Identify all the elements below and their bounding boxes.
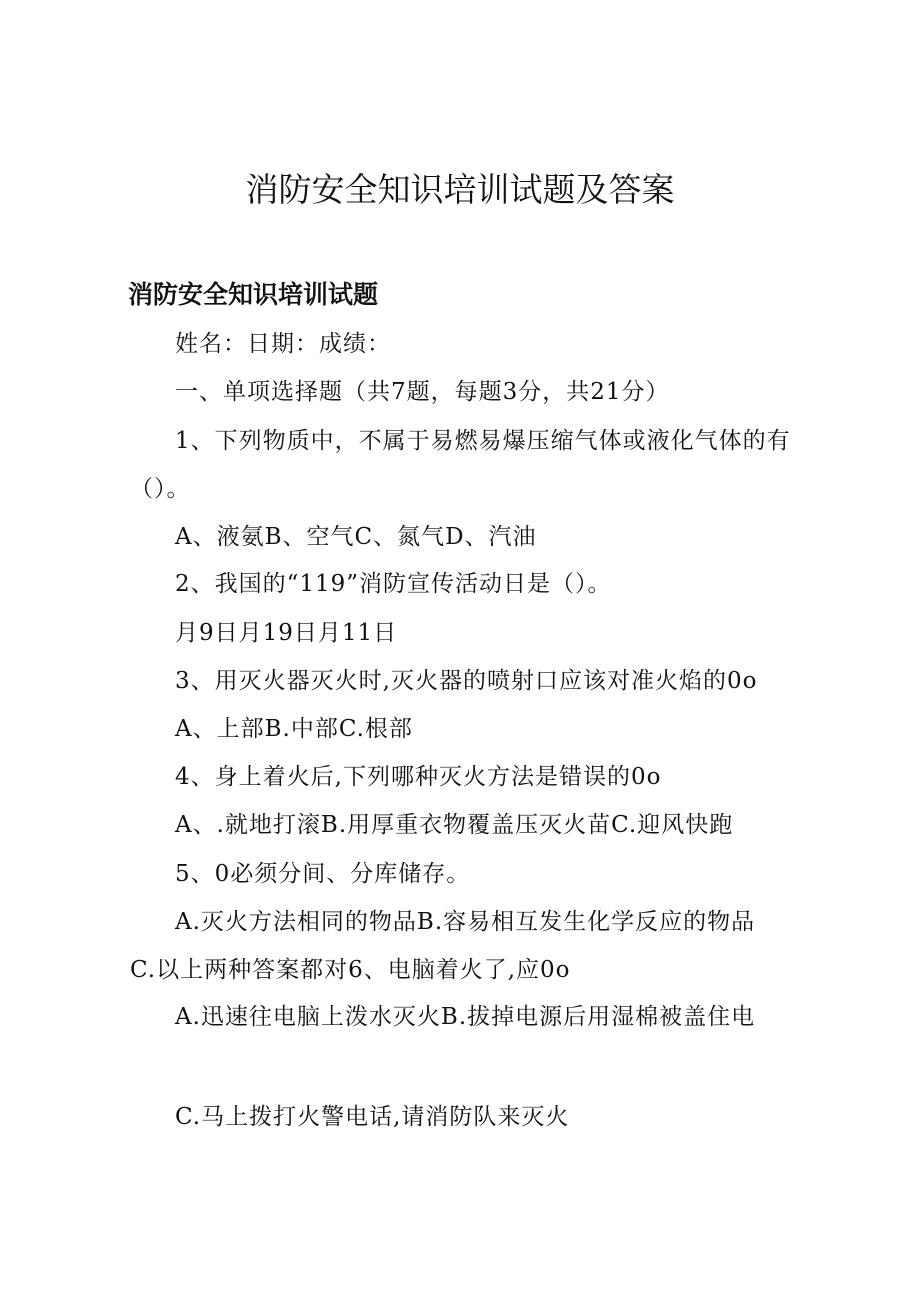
section-header: 一、单项选择题（共7题，每题3分，共21分） [175,379,670,405]
question-6-options: A.迅速往电脑上泼水灭火B.拔掉电源后用湿棉被盖住电 [175,1004,756,1030]
question-1: 1、下列物质中，不属于易燃易爆压缩气体或液化气体的有 [175,428,791,454]
question-5-options: A.灭火方法相同的物品B.容易相互发生化学反应的物品 [175,909,756,935]
section-heading: 消防安全知识培训试题 [128,280,379,309]
question-5: 5、0必须分间、分库储存。 [175,861,471,887]
question-4: 4、身上着火后,下列哪种灭火方法是错误的0o [175,764,662,790]
document-title: 消防安全知识培训试题及答案 [245,170,675,209]
question-3-options: A、上部B.中部C.根部 [175,716,413,742]
question-1-continuation: （）。 [130,476,191,502]
question-2-options: 月9日月19日月11日 [175,620,398,646]
question-3: 3、用灭火器灭火时,灭火器的喷射口应该对准火焰的0o [175,668,758,694]
question-1-options: A、液氨B、空气C、氮气D、汽油 [175,524,537,550]
question-2: 2、我国的“119”消防宣传活动日是（）。 [175,571,612,597]
question-4-options: A、.就地打滚B.用厚重衣物覆盖压灭火苗C.迎风快跑 [175,812,734,838]
question-6-option-c: C.马上拨打火警电话,请消防队来灭火 [175,1104,570,1130]
question-5-6-line: C.以上两种答案都对6、电脑着火了,应0o [130,957,571,983]
info-line: 姓名：日期：成绩： [175,331,391,357]
